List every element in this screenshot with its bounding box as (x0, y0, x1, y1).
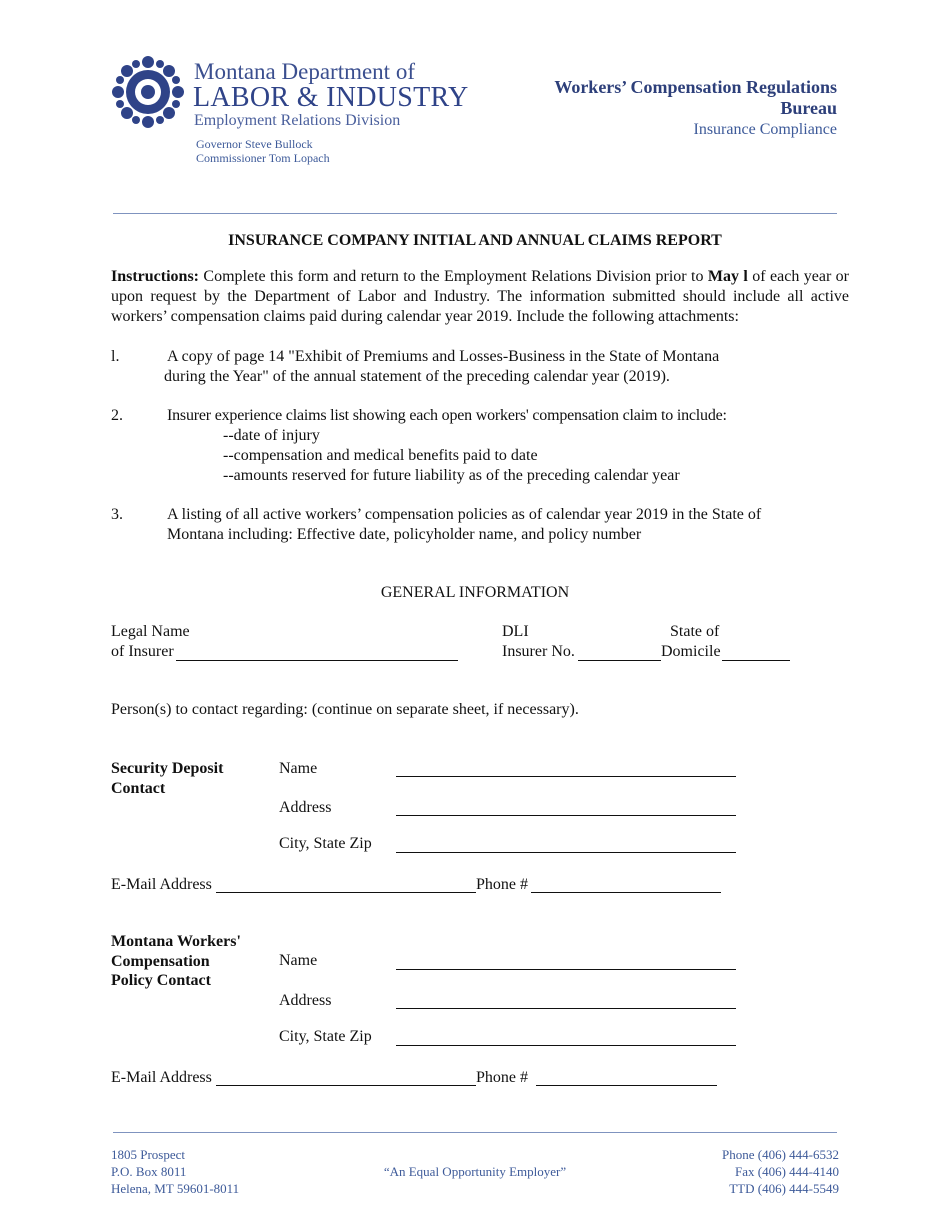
security-name-label: Name (279, 760, 318, 777)
item-1-line1: A copy of page 14 "Exhibit of Premiums and Losses-Business in the State of Montana (167, 348, 720, 365)
policy-address-label: Address (279, 992, 332, 1009)
footer-ttd: TTD (406) 444-5549 (729, 1181, 839, 1196)
state-domicile-input-line[interactable] (722, 659, 790, 661)
footer-divider (113, 1132, 837, 1133)
bureau-subtitle: Insurance Compliance (693, 121, 837, 138)
header-divider (113, 213, 837, 214)
instructions-label: Instructions: (111, 268, 200, 285)
security-address-input-line[interactable] (396, 814, 736, 816)
general-info-heading: GENERAL INFORMATION (380, 584, 570, 601)
policy-email-input-line[interactable] (216, 1084, 476, 1086)
contact-note: Person(s) to contact regarding: (continue on separate sheet, if necessary). (111, 701, 579, 718)
division-name: Employment Relations Division (194, 112, 401, 129)
legal-name-label-line2: of Insurer (111, 643, 174, 660)
item-2-sub-1: --date of injury (223, 427, 320, 444)
instructions-text-1: Complete this form and return to the Employment Relations Division prior to (199, 268, 708, 285)
dli-insurer-no-input-line[interactable] (578, 659, 661, 661)
agency-logo (110, 54, 186, 130)
state-domicile-label-line2: Domicile (661, 643, 721, 660)
policy-phone-label: Phone # (476, 1069, 528, 1086)
security-name-input-line[interactable] (396, 775, 736, 777)
security-address-label: Address (279, 799, 332, 816)
item-1-number: l. (111, 348, 120, 365)
instructions-due-date: May l (707, 268, 748, 285)
item-2-number: 2. (111, 407, 123, 424)
bureau-title (554, 77, 837, 119)
commissioner-name: Commissioner Tom Lopach (196, 151, 330, 165)
dli-label-line2: Insurer No. (502, 643, 575, 660)
policy-city-label: City, State Zip (279, 1028, 372, 1045)
policy-email-label: E-Mail Address (111, 1069, 212, 1086)
footer-motto: “An Equal Opportunity Employer” (383, 1164, 567, 1179)
item-3-number: 3. (111, 506, 123, 523)
security-email-input-line[interactable] (216, 891, 476, 893)
policy-contact-label-line3: Policy Contact (111, 972, 211, 989)
footer-address-line1: 1805 Prospect (111, 1147, 186, 1162)
state-domicile-label-line1: State of (670, 623, 720, 640)
instructions-text-2: of each year or upon request by the Department of Labor and Industry. The information submitted should include all active workers’ compensation claims paid during calendar year 2019. Include the following attachments: (111, 268, 850, 325)
security-contact-label-line1: Security Deposit (111, 760, 224, 777)
footer-fax: Fax (406) 444-4140 (735, 1164, 839, 1179)
policy-contact-label (111, 932, 241, 991)
security-city-input-line[interactable] (396, 851, 736, 853)
security-phone-label: Phone # (476, 876, 528, 893)
gear-emblem-icon (110, 54, 186, 130)
footer-contact-numbers (722, 1146, 839, 1197)
footer-phone: Phone (406) 444-6532 (722, 1147, 839, 1162)
security-contact-label (111, 759, 223, 799)
governor-name: Governor Steve Bullock (196, 137, 313, 151)
policy-name-label: Name (279, 952, 318, 969)
item-2-line1: Insurer experience claims list showing each open workers' compensation claim to include: (167, 407, 727, 424)
dli-label-line1: DLI (502, 623, 529, 640)
bureau-title-line1: Workers’ Compensation Regulations (554, 77, 837, 97)
agency-name-line1: Montana Department of (194, 59, 415, 84)
policy-contact-label-line2: Compensation (111, 952, 210, 970)
policy-phone-input-line[interactable] (536, 1084, 717, 1086)
policy-contact-label-line1: Montana Workers' (111, 933, 241, 950)
policy-city-input-line[interactable] (396, 1044, 736, 1046)
legal-name-label-line1: Legal Name (111, 623, 190, 640)
security-contact-label-line2: Contact (111, 780, 166, 797)
security-email-label: E-Mail Address (111, 876, 212, 893)
legal-name-input-line[interactable] (176, 659, 458, 661)
item-3-line2: Montana including: Effective date, policyholder name, and policy number (167, 526, 642, 543)
form-title: INSURANCE COMPANY INITIAL AND ANNUAL CLAIMS REPORT (228, 232, 722, 249)
item-2-sub-3: --amounts reserved for future liability as of the preceding calendar year (223, 467, 680, 484)
item-3-line1: A listing of all active workers’ compensation policies as of calendar year 2019 in the State of (167, 506, 762, 523)
footer-address-line3: Helena, MT 59601-8011 (111, 1181, 240, 1196)
policy-name-input-line[interactable] (396, 968, 736, 970)
agency-name-line2: LABOR & INDUSTRY (193, 82, 469, 113)
bureau-title-line2: Bureau (780, 98, 837, 118)
instructions-paragraph (111, 267, 849, 327)
policy-address-input-line[interactable] (396, 1007, 736, 1009)
footer-address-line2: P.O. Box 8011 (111, 1164, 187, 1179)
security-phone-input-line[interactable] (531, 891, 721, 893)
item-1-line2: during the Year" of the annual statement of the preceding calendar year (2019). (164, 368, 670, 385)
security-city-label: City, State Zip (279, 835, 372, 852)
item-2-sub-2: --compensation and medical benefits paid to date (223, 447, 538, 464)
